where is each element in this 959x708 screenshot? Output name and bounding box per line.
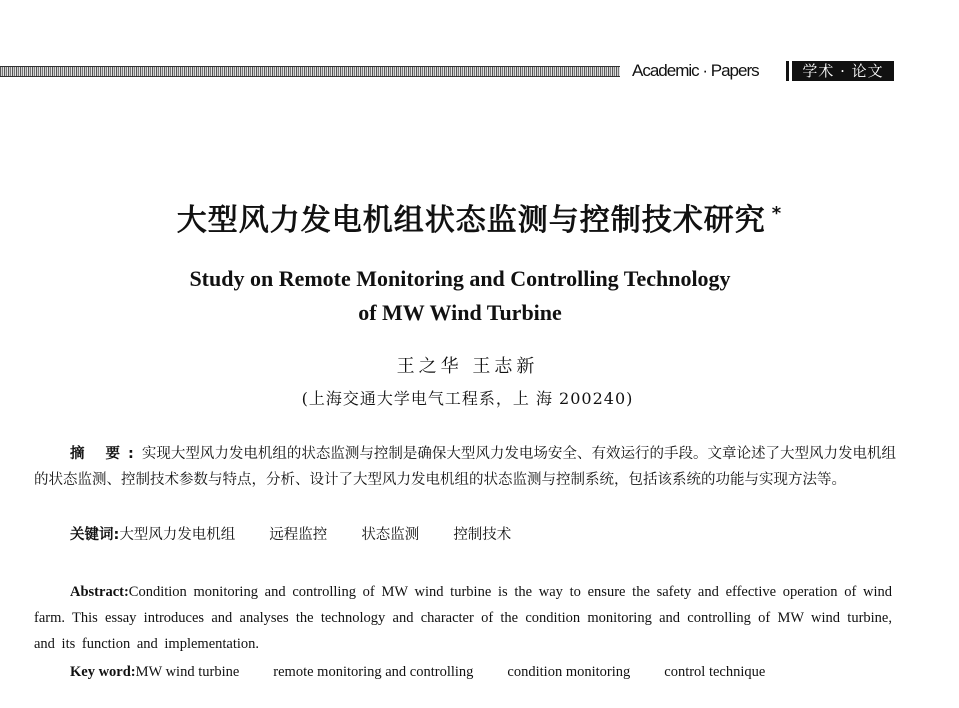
footnote-mark: * bbox=[771, 203, 783, 224]
header-section-en: Academic · Papers bbox=[632, 61, 759, 80]
authors: 王之华 王志新 bbox=[396, 356, 539, 377]
chinese-title bbox=[0, 195, 959, 239]
english-keyword: control technique bbox=[664, 664, 766, 680]
chinese-keyword: 控制技术 bbox=[453, 527, 512, 543]
english-title bbox=[0, 262, 920, 330]
english-title-line2: of MW Wind Turbine bbox=[358, 300, 562, 325]
english-keyword: remote monitoring and controlling bbox=[273, 664, 474, 680]
chinese-keyword: 状态监测 bbox=[361, 527, 420, 543]
chinese-keyword: 远程监控 bbox=[269, 527, 328, 543]
chinese-abstract-text: 实现大型风力发电机组的状态监测与控制是确保大型风力发电场安全、有效运行的手段。文章论述了大型风力发电机组的状态监测、控制技术参数与特点，分析、设计了大型风力发电机组的状态监测与控制系统，包括该系统的功能与实现方法等。 bbox=[34, 446, 896, 488]
chinese-title-text: 大型风力发电机组状态监测与控制技术研究 bbox=[176, 203, 766, 238]
english-keyword: MW wind turbine bbox=[135, 664, 240, 680]
affiliation: (上海交通大学电气工程系，上 海 200240) bbox=[301, 389, 634, 408]
header-separator bbox=[786, 61, 789, 81]
chinese-keyword: 大型风力发电机组 bbox=[119, 527, 236, 543]
header-section-zh: 学术 · 论文 bbox=[792, 61, 894, 81]
chinese-abstract bbox=[34, 441, 896, 493]
english-title-line1: Study on Remote Monitoring and Controlling Technology bbox=[189, 266, 731, 291]
chinese-abstract-label: 摘 要: bbox=[70, 446, 142, 462]
english-abstract-text: Condition monitoring and controlling of MW wind turbine is the way to ensure the safety and effective operation of wind farm. This essay introduces and analyses the technology and character of the condition monitoring and controlling of MW wind turbine, and its function and implementation. bbox=[34, 584, 892, 652]
english-abstract-label: Abstract: bbox=[70, 584, 129, 600]
english-keywords-label: Key word: bbox=[70, 664, 136, 680]
english-keywords bbox=[70, 659, 890, 685]
english-abstract bbox=[34, 579, 892, 657]
chinese-keywords-label: 关键词: bbox=[70, 527, 120, 543]
header-rule bbox=[0, 66, 620, 77]
chinese-keywords bbox=[70, 522, 890, 548]
english-keyword: condition monitoring bbox=[507, 664, 631, 680]
